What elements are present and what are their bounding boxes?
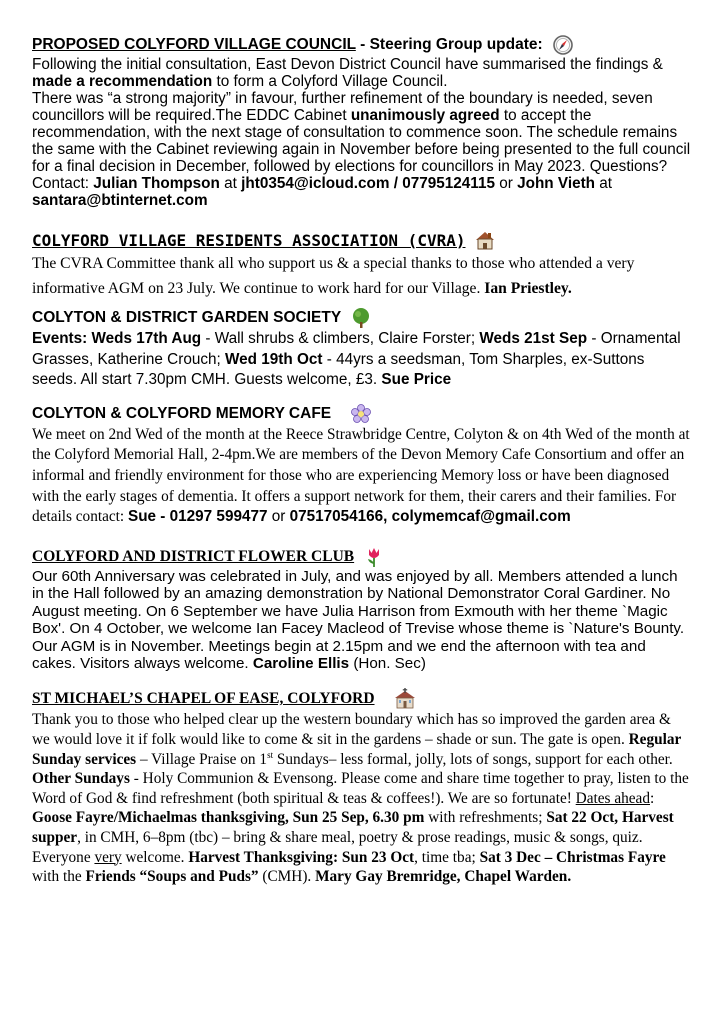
memory-paragraph: We meet on 2nd Wed of the month at the Reece Strawbridge Centre, Colyton & on 4th Wed of the month at the Colyford Memorial Hall, 2-4pm.We are members of the Devon Memory Cafe Consortium and offer an informal and friendly environment for those who are experiencing Memory loss or have been diagnosed with the early stages of dementia. It offers a support network for them, their carers and their families. For details contact: Sue - 01297 599477 or 07517054166, colymemcaf@gmail.com <box>32 425 690 526</box>
flower-title: COLYFORD AND DISTRICT FLOWER CLUB <box>32 548 355 566</box>
chapel-icon <box>393 688 417 710</box>
garden-paragraph: Events: Weds 17th Aug - Wall shrubs & climbers, Claire Forster; Weds 21st Sep - Ornamental Grasses, Katherine Crouch; Wed 19th Oct - 44yrs a seedsman, Tom Sharples, ex-Suttons seeds. All start 7.30pm CMH. Guests welcome, £3. Sue Price <box>32 330 681 388</box>
flower-section <box>32 546 692 672</box>
flower-icon <box>349 403 373 425</box>
cvra-paragraph: The CVRA Committee thank all who support us & a special thanks to those who attended a very informative AGM on 23 July. We continue to work hard for our Village. Ian Priestley. <box>32 255 635 297</box>
council-paragraph-1: Following the initial consultation, East Devon District Council have summarised the findings & made a recommendation to form a Colyford Village Council. <box>32 56 663 90</box>
tree-icon <box>349 307 373 329</box>
cvra-heading <box>32 229 692 251</box>
garden-title: COLYTON & DISTRICT GARDEN SOCIETY <box>32 309 342 326</box>
flower-paragraph: Our 60th Anniversary was celebrated in July, and was enjoyed by all. Members attended a lunch in the Hall followed by an amazing demonstration by National Demonstrator Coral Gardiner. No August meeting. On 6 September we have Julia Harrison from Exmouth with her theme `Magic Box'. On 4 October, we welcome Ian Facey Macleod of Trevise whose theme is `Nature's Bounty. Our AGM is in November. Meetings begin at 2.15pm and we end the afternoon with tea and cakes. Visitors always welcome. Caroline Ellis (Hon. Sec) <box>32 568 685 673</box>
compass-icon <box>551 34 575 56</box>
house-icon <box>473 229 497 251</box>
memory-section <box>32 403 692 529</box>
memory-title: COLYTON & COLYFORD MEMORY CAFE <box>32 404 332 422</box>
council-paragraph-2: There was “a strong majority” in favour, further refinement of the boundary is needed, seven councillors will be required.The EDDC Cabinet unanimously agreed to accept the recommendation, with the next stage of consultation to commence soon. The schedule remains the same with the Cabinet reviewing again in November before being presented to the full council for a final decision in December, followed by elections for councillors in May 2023. Questions? Contact: Julian Thompson at jht0354@icloud.com / 07795124115 or John Vieth at santara@btinternet.com <box>32 90 691 209</box>
chapel-paragraph: Thank you to those who helped clear up the western boundary which has so improved the garden area & we would love it if folk would like to come & sit in the gardens – shade or sun. The gate is open. Regular Sunday services – Village Praise on 1st Sundays– less formal, jolly, lots of songs, support for each other. Other Sundays - Holy Communion & Evensong. Please come and share time together to pray, listen to the Word of God & find refreshment (both spiritual & teas & coffees!). We are so fortunate! Dates ahead: Goose Fayre/Michaelmas thanksgiving, Sun 25 Sep, 6.30 pm with refreshments; Sat 22 Oct, Harvest supper, in CMH, 6–8pm (tbc) – bring & share meal, poetry & prose readings, music & songs, quiz. Everyone very welcome. Harvest Thanksgiving: Sun 23 Oct, time tba; Sat 3 Dec – Christmas Fayre with the Friends “Soups and Puds” (CMH). Mary Gay Bremridge, Chapel Warden. <box>32 711 689 886</box>
tulip-icon <box>362 546 386 568</box>
memory-heading <box>32 403 692 425</box>
council-subtitle: - Steering Group update: <box>355 36 543 53</box>
cvra-section <box>32 229 692 301</box>
cvra-title: COLYFORD VILLAGE RESIDENTS ASSOCIATION (CVRA) <box>32 230 466 250</box>
garden-section <box>32 307 692 391</box>
newsletter-page <box>32 34 692 887</box>
garden-heading <box>32 307 692 329</box>
chapel-section <box>32 688 692 886</box>
council-title: PROPOSED COLYFORD VILLAGE COUNCIL <box>32 36 356 53</box>
council-heading <box>32 34 692 56</box>
chapel-heading <box>32 688 692 710</box>
council-section <box>32 34 692 209</box>
flower-heading <box>32 546 692 568</box>
chapel-title: ST MICHAEL’S CHAPEL OF EASE, COLYFORD <box>32 690 375 708</box>
